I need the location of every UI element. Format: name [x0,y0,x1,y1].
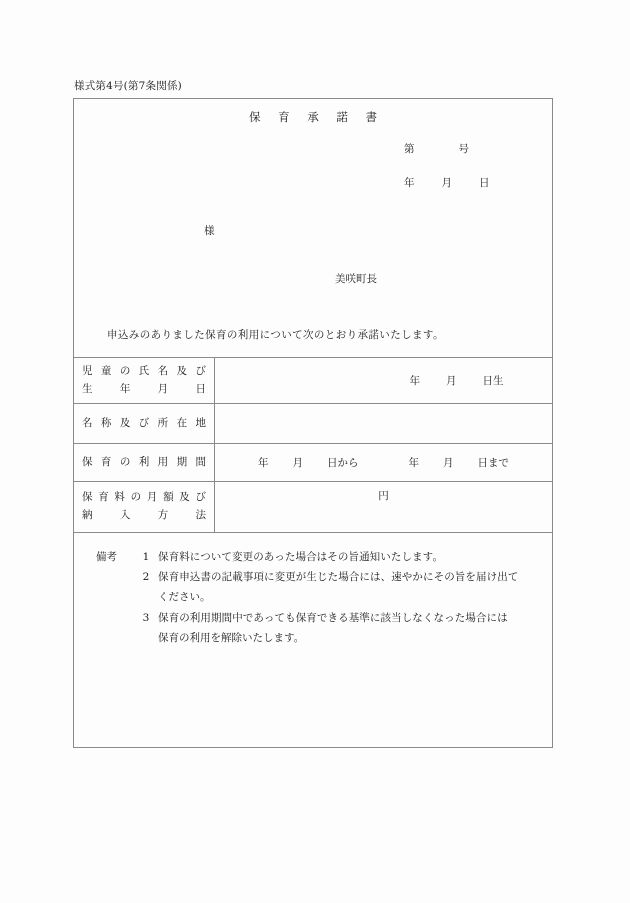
approval-details-table [74,357,552,532]
label-line: 名称及び所在地 [82,416,206,429]
note-text: 保育の利用期間中であっても保育できる基準に該当しなくなった場合には [158,611,508,624]
row-label-facility-name-address [74,404,215,444]
note-number: 3 [142,611,150,624]
fee-currency-unit: 円 [378,490,389,503]
note-text: 保育料について変更のあった場合はその旨通知いたします。 [158,550,444,563]
period-to-month-label: 月 [443,457,454,469]
document-title: 保 育 承 諾 書 [248,110,385,124]
label-line: 保育の利用期間 [82,455,206,468]
signatory-name: 美咲町長 [335,273,377,285]
label-line: 納入方法 [82,508,206,521]
document-number-prefix: 第 [404,143,415,155]
table-row [74,482,552,532]
row-value-fee-payment-method [215,482,553,532]
note-number: 2 [142,570,150,583]
table-row [74,358,552,404]
label-line: 生年月日 [82,382,206,395]
note-continuation: ください。 [158,591,211,604]
date-day-label: 日 [479,177,490,189]
table-row [74,444,552,482]
row-value-facility-name-address [215,404,553,444]
note-item [96,547,538,567]
note-text: 保育申込書の記載事項に変更が生じた場合には、速やかにその旨を届け出て [158,570,519,583]
date-year-label: 年 [404,177,415,189]
row-label-childcare-period [74,444,215,482]
period-placeholder [225,455,542,470]
note-item [96,608,538,628]
row-value-child-name-birthdate [215,358,553,404]
note-continuation: 保育の利用を解除いたします。 [158,632,305,645]
note-item [96,567,538,587]
document-date-field [404,175,490,190]
birth-month-label: 月 [446,375,457,387]
label-line: 児童の氏名及び [82,365,206,378]
birthdate-placeholder [225,373,542,388]
form-number: 様式第4号(第7条関係) [74,80,182,92]
period-to-year-label: 年 [408,457,419,469]
row-label-child-name-birthdate [74,358,215,404]
period-from-year-label: 年 [258,457,269,469]
birth-year-label: 年 [409,375,420,387]
note-number: 1 [142,550,150,563]
birth-day-label: 日生 [482,375,504,387]
table-row [74,404,552,444]
notes-heading: 備考 [96,550,117,563]
row-label-fee-payment-method [74,482,215,532]
document-header-area [74,99,552,357]
addressee-honorific: 様 [204,225,215,237]
date-month-label: 月 [441,177,452,189]
period-from-day-label: 日から [327,457,359,469]
row-value-childcare-period [215,444,553,482]
period-to-day-label: 日まで [477,457,509,469]
document-number-field [404,141,469,156]
label-line: 保育料の月額及び [82,491,206,504]
document-number-suffix: 号 [458,143,469,155]
document-frame [73,98,553,748]
period-from-month-label: 月 [292,457,303,469]
notes-section [74,532,552,649]
lead-sentence: 申込みのありました保育の利用について次のとおり承諾いたします。 [107,329,444,341]
